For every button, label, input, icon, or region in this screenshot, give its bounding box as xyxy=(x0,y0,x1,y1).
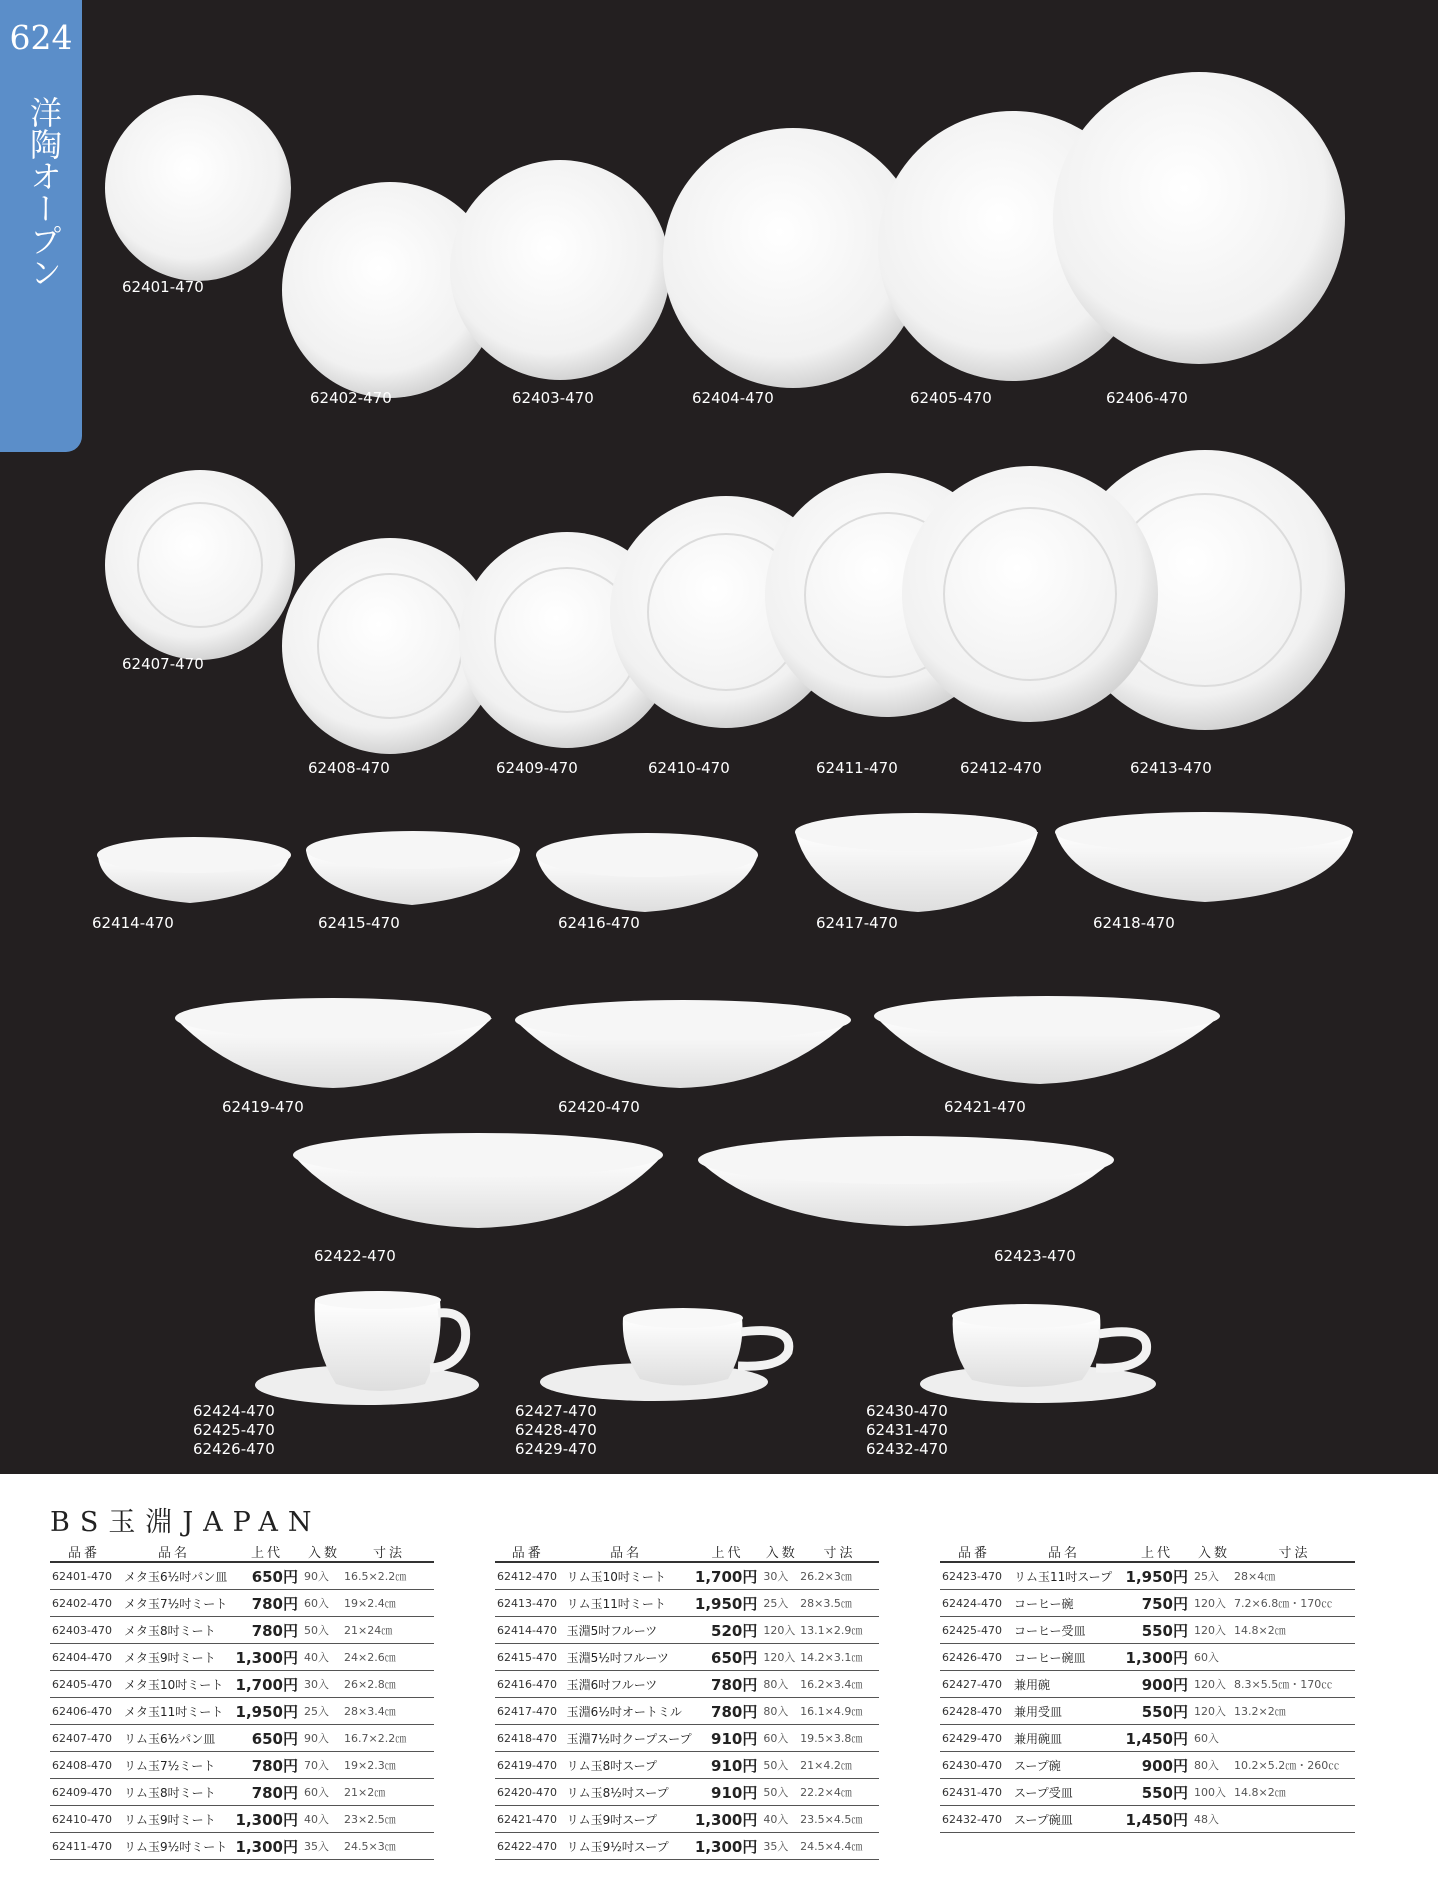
cell-qty: 90入 xyxy=(304,1725,344,1752)
cell-code: 62424-470 xyxy=(940,1590,1008,1617)
cell-name: コーヒー碗 xyxy=(1008,1590,1120,1617)
cell-code: 62426-470 xyxy=(940,1644,1008,1671)
cup-saucer-62427 xyxy=(540,1308,789,1401)
cell-qty: 25入 xyxy=(304,1698,344,1725)
cell-name: 兼用碗皿 xyxy=(1008,1725,1120,1752)
cell-name: メタ玉11吋ミート xyxy=(118,1698,230,1725)
cell-price: 1,450円 xyxy=(1120,1725,1194,1752)
table-row xyxy=(495,1698,879,1725)
cell-code: 62418-470 xyxy=(495,1725,561,1752)
table-row xyxy=(50,1698,434,1725)
cell-price: 1,700円 xyxy=(230,1671,304,1698)
cell-price: 780円 xyxy=(692,1698,764,1725)
cell-code: 62419-470 xyxy=(495,1752,561,1779)
cell-price: 900円 xyxy=(1120,1671,1194,1698)
cell-qty: 80入 xyxy=(1194,1752,1234,1779)
cell-size: 28×4㎝ xyxy=(1234,1562,1355,1590)
cell-price: 520円 xyxy=(692,1617,764,1644)
cell-size: 16.1×4.9㎝ xyxy=(800,1698,879,1725)
plate-62412 xyxy=(902,466,1158,722)
cell-size: 21×4.2㎝ xyxy=(800,1752,879,1779)
code-label-62415: 62415-470 xyxy=(318,914,400,932)
cell-size xyxy=(1234,1644,1355,1671)
cell-qty: 120入 xyxy=(1194,1590,1234,1617)
cell-qty: 60入 xyxy=(304,1590,344,1617)
cell-qty: 60入 xyxy=(763,1725,800,1752)
cell-qty: 120入 xyxy=(1194,1617,1234,1644)
cell-code: 62415-470 xyxy=(495,1644,561,1671)
table-row xyxy=(940,1562,1355,1590)
code-label-62420: 62420-470 xyxy=(558,1098,640,1116)
cell-qty: 120入 xyxy=(763,1644,800,1671)
cell-code: 62429-470 xyxy=(940,1725,1008,1752)
soup-plate-62423 xyxy=(698,1136,1114,1226)
cell-price: 1,300円 xyxy=(1120,1644,1194,1671)
table-row xyxy=(50,1617,434,1644)
code-label-62411: 62411-470 xyxy=(816,759,898,777)
cell-code: 62413-470 xyxy=(495,1590,561,1617)
column-header-size: 寸法 xyxy=(344,1542,434,1562)
soup-plate-62422 xyxy=(293,1133,663,1228)
code-label-62410: 62410-470 xyxy=(648,759,730,777)
cell-qty: 50入 xyxy=(304,1617,344,1644)
cell-price: 780円 xyxy=(230,1752,304,1779)
code-label-62401: 62401-470 xyxy=(122,278,204,296)
table-row xyxy=(940,1644,1355,1671)
price-table-3 xyxy=(940,1542,1355,1833)
cell-name: 玉淵5吋フルーツ xyxy=(561,1617,692,1644)
cell-price: 1,300円 xyxy=(692,1806,764,1833)
code-label-62429: 62429-470 xyxy=(515,1440,597,1458)
cell-size: 7.2×6.8㎝・170㏄ xyxy=(1234,1590,1355,1617)
cell-size: 14.8×2㎝ xyxy=(1234,1617,1355,1644)
soup-plate-62419 xyxy=(175,998,492,1088)
table-row xyxy=(50,1806,434,1833)
cell-size: 28×3.4㎝ xyxy=(344,1698,434,1725)
table-header-row xyxy=(940,1542,1355,1562)
cell-code: 62414-470 xyxy=(495,1617,561,1644)
cell-qty: 120入 xyxy=(1194,1671,1234,1698)
code-label-62427: 62427-470 xyxy=(515,1402,597,1420)
cell-name: 兼用碗 xyxy=(1008,1671,1120,1698)
cell-code: 62412-470 xyxy=(495,1562,561,1590)
cell-name: スープ碗 xyxy=(1008,1752,1120,1779)
cell-qty: 50入 xyxy=(763,1752,800,1779)
table-header-row xyxy=(50,1542,434,1562)
cell-qty: 25入 xyxy=(763,1590,800,1617)
column-header-price: 上代 xyxy=(1120,1542,1194,1562)
cell-name: 玉淵7½吋クープスープ xyxy=(561,1725,692,1752)
cell-code: 62431-470 xyxy=(940,1779,1008,1806)
cell-qty: 30入 xyxy=(304,1671,344,1698)
cell-name: 玉淵6吋フルーツ xyxy=(561,1671,692,1698)
cell-size: 19×2.3㎝ xyxy=(344,1752,434,1779)
cell-code: 62401-470 xyxy=(50,1562,118,1590)
cell-qty: 25入 xyxy=(1194,1562,1234,1590)
column-header-qty: 入数 xyxy=(763,1542,800,1562)
table-row xyxy=(50,1590,434,1617)
cell-qty: 50入 xyxy=(763,1779,800,1806)
cell-code: 62421-470 xyxy=(495,1806,561,1833)
cell-size: 26.2×3㎝ xyxy=(800,1562,879,1590)
cell-name: リム玉11吋ミート xyxy=(561,1590,692,1617)
cell-price: 910円 xyxy=(692,1752,764,1779)
cell-price: 550円 xyxy=(1120,1698,1194,1725)
cell-qty: 40入 xyxy=(304,1644,344,1671)
cell-name: メタ玉8吋ミート xyxy=(118,1617,230,1644)
cell-size: 19×2.4㎝ xyxy=(344,1590,434,1617)
cell-name: リム玉8½吋スープ xyxy=(561,1779,692,1806)
cell-qty: 30入 xyxy=(763,1562,800,1590)
cell-name: リム玉9½吋スープ xyxy=(561,1833,692,1860)
table-row xyxy=(495,1617,879,1644)
column-header-code: 品番 xyxy=(940,1542,1008,1562)
cell-price: 1,950円 xyxy=(230,1698,304,1725)
cell-code: 62423-470 xyxy=(940,1562,1008,1590)
table-row xyxy=(940,1698,1355,1725)
column-header-price: 上代 xyxy=(230,1542,304,1562)
cell-qty: 70入 xyxy=(304,1752,344,1779)
cell-code: 62420-470 xyxy=(495,1779,561,1806)
cell-qty: 35入 xyxy=(763,1833,800,1860)
plate-62401 xyxy=(105,95,291,281)
cell-code: 62404-470 xyxy=(50,1644,118,1671)
brand-title: BS玉淵JAPAN xyxy=(50,1507,322,1538)
cell-qty: 90入 xyxy=(304,1562,344,1590)
code-label-62408: 62408-470 xyxy=(308,759,390,777)
cell-size: 21×24㎝ xyxy=(344,1617,434,1644)
cell-price: 1,450円 xyxy=(1120,1806,1194,1833)
cell-name: リム玉8吋ミート xyxy=(118,1779,230,1806)
table-row xyxy=(940,1779,1355,1806)
cell-name: スープ受皿 xyxy=(1008,1779,1120,1806)
code-label-62425: 62425-470 xyxy=(193,1421,275,1439)
cell-qty: 40入 xyxy=(763,1806,800,1833)
cell-price: 780円 xyxy=(230,1617,304,1644)
table-row xyxy=(940,1806,1355,1833)
cell-size: 28×3.5㎝ xyxy=(800,1590,879,1617)
code-label-62409: 62409-470 xyxy=(496,759,578,777)
cell-price: 1,300円 xyxy=(230,1833,304,1860)
table-header-row xyxy=(495,1542,879,1562)
cell-price: 1,700円 xyxy=(692,1562,764,1590)
cell-code: 62416-470 xyxy=(495,1671,561,1698)
column-header-price: 上代 xyxy=(692,1542,764,1562)
cell-price: 650円 xyxy=(692,1644,764,1671)
table-row xyxy=(495,1671,879,1698)
table-row xyxy=(495,1779,879,1806)
cell-name: スープ碗皿 xyxy=(1008,1806,1120,1833)
cell-name: メタ玉9吋ミート xyxy=(118,1644,230,1671)
column-header-code: 品番 xyxy=(50,1542,118,1562)
section-tab xyxy=(0,0,82,452)
page-number: 624 xyxy=(9,18,73,57)
cell-qty: 40入 xyxy=(304,1806,344,1833)
cell-qty: 60入 xyxy=(304,1779,344,1806)
code-label-62416: 62416-470 xyxy=(558,914,640,932)
table-row xyxy=(50,1644,434,1671)
cell-code: 62417-470 xyxy=(495,1698,561,1725)
cell-name: リム玉6½パン皿 xyxy=(118,1725,230,1752)
column-header-name: 品名 xyxy=(118,1542,230,1562)
table-row xyxy=(50,1671,434,1698)
cell-size: 21×2㎝ xyxy=(344,1779,434,1806)
cell-size: 23×2.5㎝ xyxy=(344,1806,434,1833)
cell-name: メタ玉10吋ミート xyxy=(118,1671,230,1698)
cell-qty: 80入 xyxy=(763,1698,800,1725)
cell-name: リム玉10吋ミート xyxy=(561,1562,692,1590)
code-label-62413: 62413-470 xyxy=(1130,759,1212,777)
table-row xyxy=(940,1590,1355,1617)
cell-code: 62432-470 xyxy=(940,1806,1008,1833)
code-label-62431: 62431-470 xyxy=(866,1421,948,1439)
cell-size: 13.1×2.9㎝ xyxy=(800,1617,879,1644)
cell-size: 13.2×2㎝ xyxy=(1234,1698,1355,1725)
cell-size: 24.5×3㎝ xyxy=(344,1833,434,1860)
code-label-62418: 62418-470 xyxy=(1093,914,1175,932)
cell-code: 62407-470 xyxy=(50,1725,118,1752)
column-header-size: 寸法 xyxy=(800,1542,879,1562)
cell-name: メタ玉7½吋ミート xyxy=(118,1590,230,1617)
cell-name: 玉淵6½吋オートミル xyxy=(561,1698,692,1725)
cell-size xyxy=(1234,1725,1355,1752)
cell-code: 62410-470 xyxy=(50,1806,118,1833)
cell-name: コーヒー受皿 xyxy=(1008,1617,1120,1644)
cell-name: 兼用受皿 xyxy=(1008,1698,1120,1725)
cell-code: 62425-470 xyxy=(940,1617,1008,1644)
code-label-62428: 62428-470 xyxy=(515,1421,597,1439)
code-label-62405: 62405-470 xyxy=(910,389,992,407)
cell-price: 550円 xyxy=(1120,1617,1194,1644)
cell-price: 780円 xyxy=(230,1590,304,1617)
cell-name: コーヒー碗皿 xyxy=(1008,1644,1120,1671)
table-row xyxy=(50,1562,434,1590)
code-label-62412: 62412-470 xyxy=(960,759,1042,777)
cell-name: リム玉9吋スープ xyxy=(561,1806,692,1833)
cell-qty: 80入 xyxy=(763,1671,800,1698)
cell-size: 23.5×4.5㎝ xyxy=(800,1806,879,1833)
code-label-62432: 62432-470 xyxy=(866,1440,948,1458)
cell-code: 62411-470 xyxy=(50,1833,118,1860)
table-row xyxy=(495,1590,879,1617)
cell-size: 26×2.8㎝ xyxy=(344,1671,434,1698)
price-table-2 xyxy=(495,1542,879,1860)
cell-size: 8.3×5.5㎝・170㏄ xyxy=(1234,1671,1355,1698)
code-label-62422: 62422-470 xyxy=(314,1247,396,1265)
cell-price: 1,300円 xyxy=(230,1806,304,1833)
cell-qty: 120入 xyxy=(763,1617,800,1644)
plate-62406 xyxy=(1053,72,1345,364)
table-row xyxy=(495,1562,879,1590)
cell-qty: 60入 xyxy=(1194,1644,1234,1671)
code-label-62424: 62424-470 xyxy=(193,1402,275,1420)
cell-price: 1,950円 xyxy=(1120,1562,1194,1590)
code-label-62421: 62421-470 xyxy=(944,1098,1026,1116)
cell-qty: 120入 xyxy=(1194,1698,1234,1725)
plate-62407 xyxy=(105,470,295,660)
table-row xyxy=(940,1752,1355,1779)
cell-size: 14.2×3.1㎝ xyxy=(800,1644,879,1671)
cell-name: メタ玉6½吋パン皿 xyxy=(118,1562,230,1590)
cell-price: 1,950円 xyxy=(692,1590,764,1617)
cell-name: リム玉11吋スープ xyxy=(1008,1562,1120,1590)
cell-price: 780円 xyxy=(692,1671,764,1698)
price-table-1 xyxy=(50,1542,434,1860)
code-label-62430: 62430-470 xyxy=(866,1402,948,1420)
code-label-62403: 62403-470 xyxy=(512,389,594,407)
cell-code: 62408-470 xyxy=(50,1752,118,1779)
code-label-62414: 62414-470 xyxy=(92,914,174,932)
column-header-qty: 入数 xyxy=(1194,1542,1234,1562)
bowl-62416 xyxy=(536,833,758,912)
cup-saucer-62424 xyxy=(255,1291,479,1405)
cell-size: 16.5×2.2㎝ xyxy=(344,1562,434,1590)
cell-qty: 60入 xyxy=(1194,1725,1234,1752)
cell-price: 910円 xyxy=(692,1779,764,1806)
cell-qty: 48入 xyxy=(1194,1806,1234,1833)
cell-size xyxy=(1234,1806,1355,1833)
table-row xyxy=(940,1671,1355,1698)
table-row xyxy=(495,1725,879,1752)
table-row xyxy=(50,1833,434,1860)
table-row xyxy=(50,1779,434,1806)
code-label-62402: 62402-470 xyxy=(310,389,392,407)
table-row xyxy=(495,1752,879,1779)
cell-name: リム玉9吋ミート xyxy=(118,1806,230,1833)
cell-price: 650円 xyxy=(230,1562,304,1590)
table-row xyxy=(940,1725,1355,1752)
table-row xyxy=(495,1644,879,1671)
cell-size: 22.2×4㎝ xyxy=(800,1779,879,1806)
code-label-62417: 62417-470 xyxy=(816,914,898,932)
category-label: 洋陶オープン xyxy=(25,96,63,288)
cell-price: 910円 xyxy=(692,1725,764,1752)
soup-plate-62421 xyxy=(874,996,1220,1084)
cell-size: 24×2.6㎝ xyxy=(344,1644,434,1671)
cell-code: 62422-470 xyxy=(495,1833,561,1860)
cell-name: リム玉8吋スープ xyxy=(561,1752,692,1779)
cell-code: 62406-470 xyxy=(50,1698,118,1725)
cell-price: 550円 xyxy=(1120,1779,1194,1806)
cell-price: 750円 xyxy=(1120,1590,1194,1617)
cell-price: 650円 xyxy=(230,1725,304,1752)
cell-name: 玉淵5½吋フルーツ xyxy=(561,1644,692,1671)
cup-saucer-62430 xyxy=(920,1304,1156,1403)
cell-price: 1,300円 xyxy=(692,1833,764,1860)
cell-price: 1,300円 xyxy=(230,1644,304,1671)
cell-name: リム玉9½吋ミート xyxy=(118,1833,230,1860)
bowl-62418 xyxy=(1055,812,1353,902)
cell-size: 16.7×2.2㎝ xyxy=(344,1725,434,1752)
code-label-62423: 62423-470 xyxy=(994,1247,1076,1265)
cell-code: 62428-470 xyxy=(940,1698,1008,1725)
plate-62403 xyxy=(450,160,670,380)
cell-qty: 100入 xyxy=(1194,1779,1234,1806)
cell-code: 62402-470 xyxy=(50,1590,118,1617)
code-label-62406: 62406-470 xyxy=(1106,389,1188,407)
cell-code: 62409-470 xyxy=(50,1779,118,1806)
cell-code: 62403-470 xyxy=(50,1617,118,1644)
cell-price: 900円 xyxy=(1120,1752,1194,1779)
code-label-62419: 62419-470 xyxy=(222,1098,304,1116)
cell-name: リム玉7½ミート xyxy=(118,1752,230,1779)
table-row xyxy=(495,1806,879,1833)
bowl-62417 xyxy=(795,813,1038,912)
cell-size: 14.8×2㎝ xyxy=(1234,1779,1355,1806)
bowl-62415 xyxy=(306,831,520,905)
cell-size: 24.5×4.4㎝ xyxy=(800,1833,879,1860)
soup-plate-62420 xyxy=(515,1000,851,1088)
cell-size: 16.2×3.4㎝ xyxy=(800,1671,879,1698)
column-header-code: 品番 xyxy=(495,1542,561,1562)
cell-price: 780円 xyxy=(230,1779,304,1806)
column-header-qty: 入数 xyxy=(304,1542,344,1562)
bowl-62414 xyxy=(97,837,291,903)
table-row xyxy=(50,1725,434,1752)
cell-qty: 35入 xyxy=(304,1833,344,1860)
code-label-62426: 62426-470 xyxy=(193,1440,275,1458)
cell-code: 62405-470 xyxy=(50,1671,118,1698)
column-header-name: 品名 xyxy=(561,1542,692,1562)
column-header-name: 品名 xyxy=(1008,1542,1120,1562)
column-header-size: 寸法 xyxy=(1234,1542,1355,1562)
table-row xyxy=(495,1833,879,1860)
code-label-62407: 62407-470 xyxy=(122,655,204,673)
cell-size: 10.2×5.2㎝・260㏄ xyxy=(1234,1752,1355,1779)
table-row xyxy=(50,1752,434,1779)
cell-size: 19.5×3.8㎝ xyxy=(800,1725,879,1752)
code-label-62404: 62404-470 xyxy=(692,389,774,407)
cell-code: 62427-470 xyxy=(940,1671,1008,1698)
cell-code: 62430-470 xyxy=(940,1752,1008,1779)
table-row xyxy=(940,1617,1355,1644)
